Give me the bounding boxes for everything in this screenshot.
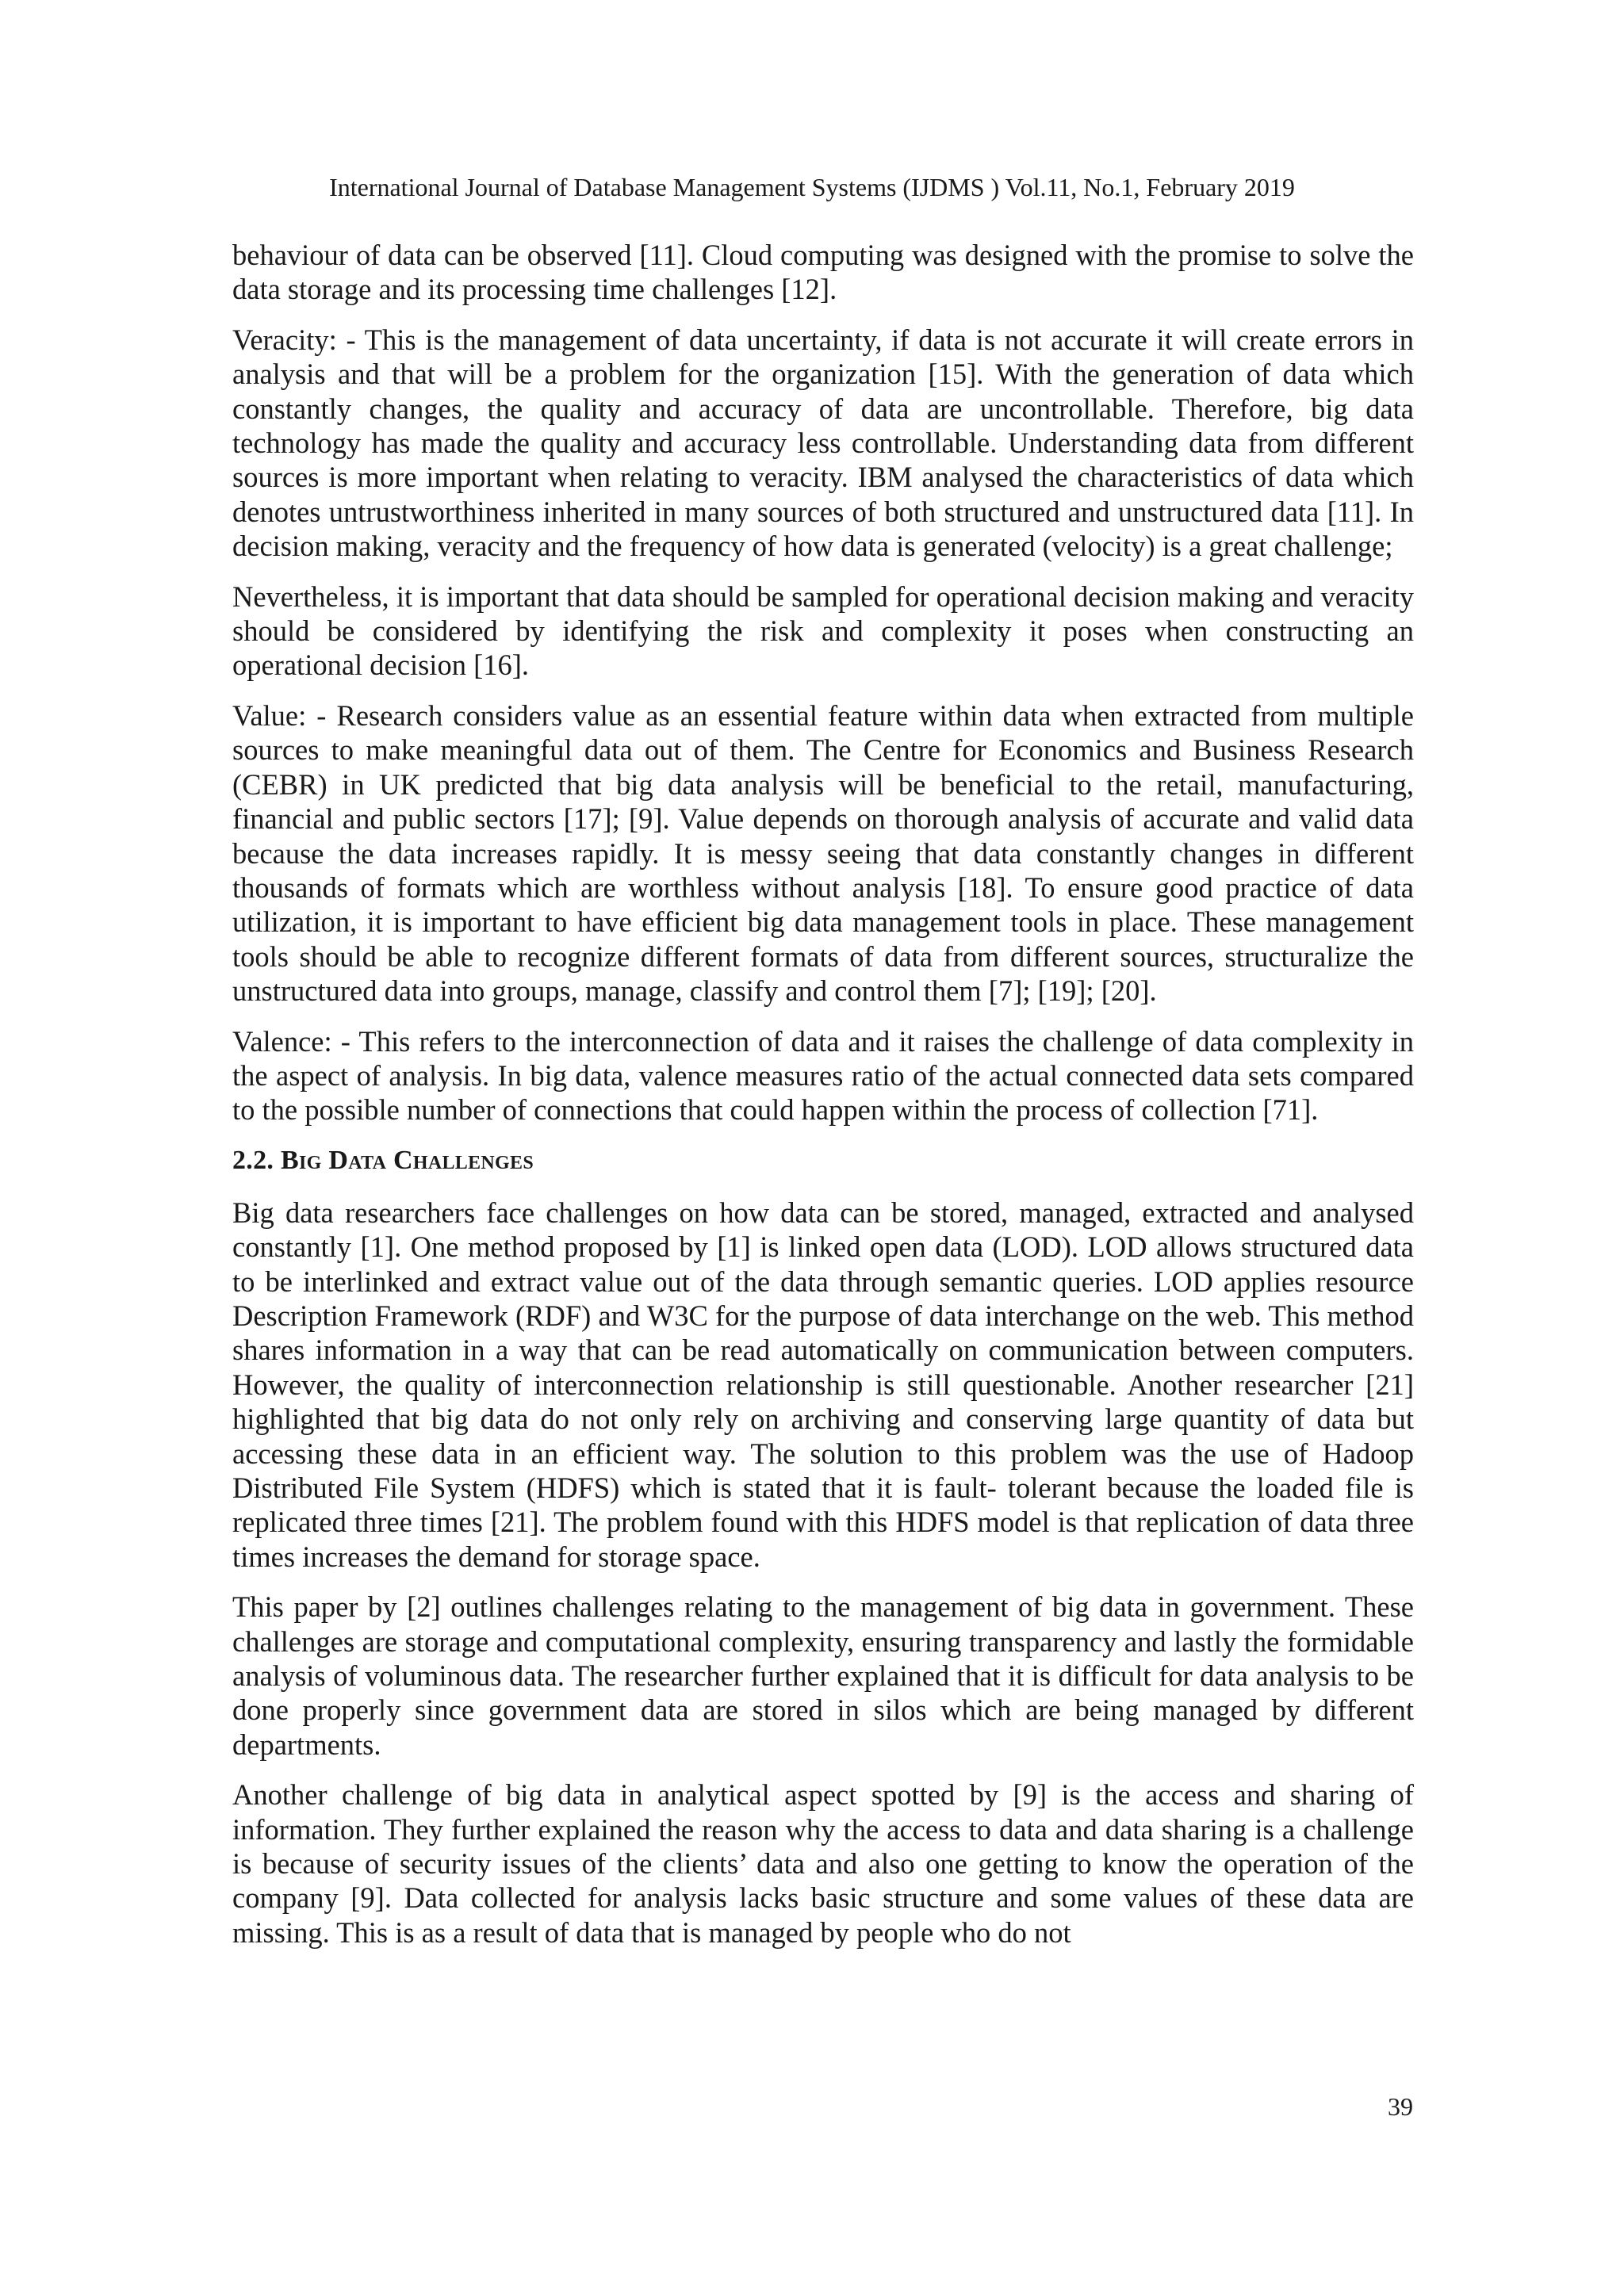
paragraph-challenges-storage: Big data researchers face challenges on how data can be stored, managed, extracted and analysed constantly [1]. One method proposed by [1] is linked open data (LOD). LOD allows structured data to be interlinked and extract value out of the data through semantic queries. LOD applies resource Description Framework (RDF) and W3C for the purpose of data interchange on the web. This method shares information in a way that can be read automatically on communication between computers. However, the quality of interconnection relationship is still questionable. Another researcher [21] highlighted that big data do not only rely on archiving and conserving large quantity of data but accessing these data in an efficient way. The solution to this problem was the use of Hadoop Distributed File System (HDFS) which is stated that it is fault- tolerant because the loaded file is replicated three times [21]. The problem found with this HDFS model is that replication of data three times increases the demand for storage space.: [232, 1196, 1414, 1573]
paragraph-access-sharing: Another challenge of big data in analytical aspect spotted by [9] is the access and sharing of information. They further explained the reason why the access to data and data sharing is a challenge is because of security issues of the clients’ data and also one getting to know the operation of the company [9]. Data collected for analysis lacks basic structure and some values of these data are missing. This is as a result of data that is managed by people who do not: [232, 1778, 1414, 1949]
paragraph-value: Value: - Research considers value as an essential feature within data when extracted from multiple sources to make meaningful data out of them. The Centre for Economics and Business Research (CEBR) in UK predicted that big data analysis will be beneficial to the retail, manufacturing, financial and public sectors [17]; [9]. Value depends on thorough analysis of accurate and valid data because the data increases rapidly. It is messy seeing that data constantly changes in different thousands of formats which are worthless without analysis [18]. To ensure good practice of data utilization, it is important to have efficient big data management tools in place. These management tools should be able to recognize different formats of data from different sources, structuralize the unstructured data into groups, manage, classify and control them [7]; [19]; [20].: [232, 698, 1414, 1008]
section-heading-big-data-challenges: 2.2. Big Data Challenges: [232, 1145, 534, 1175]
paragraph-government-challenges: This paper by [2] outlines challenges relating to the management of big data in government. These challenges are storage and computational complexity, ensuring transparency and lastly the formidable analysis of voluminous data. The researcher further explained that it is difficult for data analysis to be done properly since government data are stored in silos which are being managed by different departments.: [232, 1590, 1414, 1761]
page-body: [232, 238, 1414, 1965]
paragraph-nevertheless: Nevertheless, it is important that data should be sampled for operational decision making and veracity should be considered by identifying the risk and complexity it poses when constructing an operational decision [16].: [232, 580, 1414, 682]
running-header: International Journal of Database Management Systems (IJDMS ) Vol.11, No.1, February 2019: [329, 173, 1295, 201]
paragraph-valence: Valence: - This refers to the interconnection of data and it raises the challenge of data complexity in the aspect of analysis. In big data, valence measures ratio of the actual connected data sets compared to the possible number of connections that could happen within the process of collection [71].: [232, 1024, 1414, 1127]
paragraph-cloud-computing: behaviour of data can be observed [11]. Cloud computing was designed with the promise to solve the data storage and its processing time challenges [12].: [232, 239, 1414, 306]
paragraph-veracity: Veracity: - This is the management of data uncertainty, if data is not accurate it will create errors in analysis and that will be a problem for the organization [15]. With the generation of data which constantly changes, the quality and accuracy of data are uncontrollable. Therefore, big data technology has made the quality and accuracy less controllable. Understanding data from different sources is more important when relating to veracity. IBM analysed the characteristics of data which denotes untrustworthiness inherited in many sources of both structured and unstructured data [11]. In decision making, veracity and the frequency of how data is generated (velocity) is a great challenge;: [232, 323, 1414, 563]
page-number: 39: [1388, 2092, 1413, 2121]
